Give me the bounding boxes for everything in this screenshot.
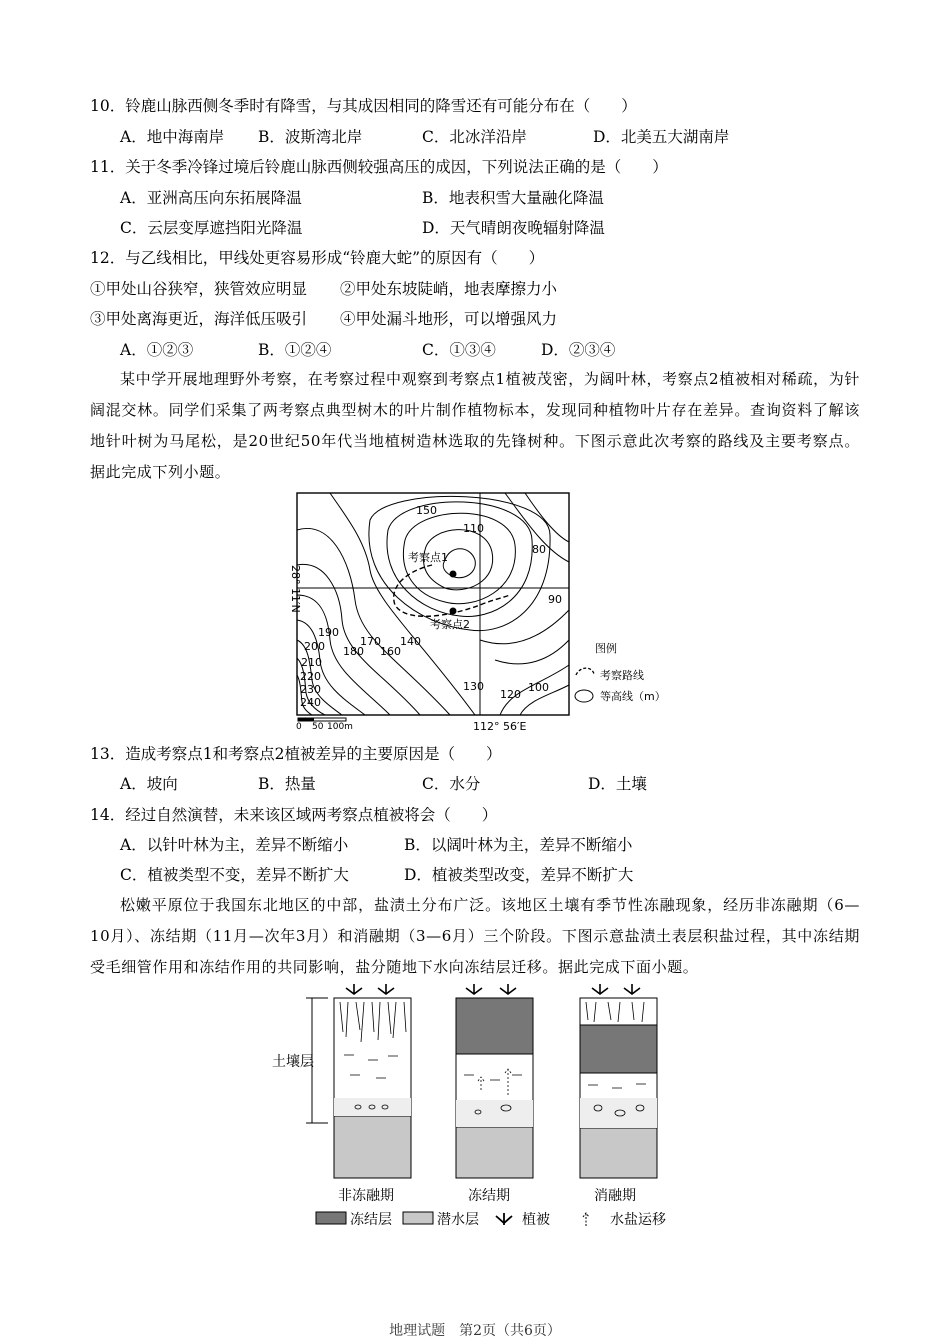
q14-option-a[interactable]: A．以针叶林为主，差异不断缩小 [120, 836, 349, 854]
q12-statement-3: ③甲处离海更近，海洋低压吸引 [90, 310, 308, 328]
q10-option-c[interactable]: C．北冰洋沿岸 [422, 128, 527, 146]
q12-option-a[interactable]: A．①②③ [120, 341, 194, 359]
q10-stem: 10．铃鹿山脉西侧冬季时有降雪，与其成因相同的降雪还有可能分布在（ ） [90, 97, 637, 115]
column-label: 消融期 [594, 1188, 636, 1204]
q12-statement-1: ①甲处山谷狭窄，狭管效应明显 [90, 280, 308, 298]
survey-point-1-marker [450, 571, 457, 578]
q11-option-a[interactable]: A．亚洲高压向东拓展降温 [120, 189, 302, 207]
legend-frozen-label: 冻结层 [350, 1212, 392, 1228]
legend-vegetation-label: 植被 [522, 1212, 550, 1228]
contour-label: 100 [528, 681, 549, 694]
phreatic-layer [580, 1128, 657, 1178]
q13-option-c[interactable]: C．水分 [422, 775, 481, 793]
q14-option-c[interactable]: C．植被类型不变，差异不断扩大 [120, 866, 349, 884]
contour-label: 130 [463, 680, 484, 693]
vegetation-icon [592, 984, 640, 994]
q10-option-b[interactable]: B．波斯湾北岸 [258, 128, 363, 146]
column-non-freeze-thaw [334, 984, 411, 1178]
q13-option-d[interactable]: D．土壤 [588, 775, 647, 793]
column-label: 冻结期 [468, 1188, 510, 1204]
contour-label: 110 [463, 522, 484, 535]
contour-label: 160 [380, 645, 401, 658]
contour-label: 150 [416, 504, 437, 517]
longitude-label: 112° 56′E [473, 720, 527, 733]
survey-point-2-label: 考察点2 [430, 618, 470, 631]
column-thawing [580, 984, 657, 1178]
q12-statement-2: ②甲处东坡陡峭，地表摩擦力小 [340, 280, 558, 298]
scale-label: 100m [327, 722, 353, 732]
vegetation-icon [346, 984, 394, 994]
contour-label: 230 [300, 683, 321, 696]
legend-migration-icon [583, 1213, 589, 1226]
contour-line [480, 610, 569, 644]
scale-label: 0 [296, 722, 302, 732]
q10-option-a[interactable]: A．地中海南岸 [120, 128, 225, 146]
contour-label: 200 [304, 640, 325, 653]
frozen-layer [456, 998, 533, 1054]
contour-label: 240 [300, 696, 321, 709]
scale-bar-segment [298, 718, 314, 721]
column-freezing [456, 984, 533, 1178]
contour-label: 210 [301, 656, 322, 669]
passage-saline-soil: 松嫩平原位于我国东北地区的中部，盐渍土分布广泛。该地区土壤有季节性冻融现象，经历非冻融期（6—10月）、冻结期（11月—次年3月）和消融期（3—6月）三个阶段。下图示意盐渍土表层积盐过程，其中冻结期受毛细管作用和冻结作用的共同影响，盐分随地下水向冻结层迁移。据此完成下面小题。 [90, 896, 860, 976]
page-footer: 地理试题 第2页（共6页） [389, 1323, 561, 1339]
q11-stem: 11．关于冬季冷锋过境后铃鹿山脉西侧较强高压的成因，下列说法正确的是（ ） [90, 158, 668, 176]
frozen-layer [580, 1025, 657, 1073]
latitude-label: 28° 11′N [289, 565, 302, 613]
legend-contour-icon [575, 690, 593, 702]
legend-contour-label: 等高线（m） [600, 690, 666, 703]
legend-route-icon [576, 668, 594, 675]
passage-field-study: 某中学开展地理野外考察，在考察过程中观察到考察点1植被茂密，为阔叶林，考察点2植被相对稀疏，为针阔混交林。同学们采集了两考察点典型树木的叶片制作植物标本，发现同种植物叶片存在差异。查询资料了解该地针叶树为马尾松，是20世纪50年代当地植树造林选取的先锋树种。下图示意此次考察的路线及主要考察点。据此完成下列小题。 [90, 370, 860, 481]
q11-option-b[interactable]: B．地表积雪大量融化降温 [422, 189, 604, 207]
contour-label: 180 [343, 645, 364, 658]
contour-label: 140 [400, 635, 421, 648]
q10-option-d[interactable]: D．北美五大湖南岸 [593, 128, 730, 146]
contour-map [270, 490, 690, 735]
q14-option-b[interactable]: B．以阔叶林为主，差异不断缩小 [404, 836, 633, 854]
column-label: 非冻融期 [338, 1188, 394, 1204]
survey-point-1-label: 考察点1 [408, 551, 448, 564]
scale-label: 50 [312, 722, 324, 732]
contour-label: 90 [548, 593, 562, 606]
legend-title: 图例 [595, 642, 617, 655]
q14-option-d[interactable]: D．植被类型改变，差异不断扩大 [404, 866, 634, 884]
legend-route-label: 考察路线 [600, 669, 644, 682]
legend-phreatic-label: 潜水层 [437, 1212, 479, 1228]
q13-option-b[interactable]: B．热量 [258, 775, 316, 793]
contour-label: 120 [500, 688, 521, 701]
contour-label: 170 [360, 635, 381, 648]
contour-label: 220 [300, 670, 321, 683]
legend-frozen-swatch [316, 1212, 346, 1224]
q12-stem: 12．与乙线相比，甲线处更容易形成“铃鹿大蛇”的原因有（ ） [90, 249, 545, 267]
contour-label: 80 [532, 543, 546, 556]
soil-profile-diagram [268, 980, 708, 1235]
q12-option-b[interactable]: B．①②④ [258, 341, 332, 359]
q12-option-d[interactable]: D．②③④ [541, 341, 616, 359]
legend-phreatic-swatch [403, 1212, 433, 1224]
q14-stem: 14．经过自然演替，未来该区域两考察点植被将会（ ） [90, 806, 498, 824]
q13-stem: 13．造成考察点1和考察点2植被差异的主要原因是（ ） [90, 745, 502, 763]
q12-option-c[interactable]: C．①③④ [422, 341, 496, 359]
soil-layer-label: 土壤层 [272, 1054, 314, 1070]
phreatic-layer [456, 1127, 533, 1178]
legend-migration-label: 水盐运移 [610, 1212, 666, 1228]
q12-statement-4: ④甲处漏斗地形，可以增强风力 [340, 310, 558, 328]
vegetation-icon [466, 984, 516, 994]
legend-vegetation-icon [496, 1213, 512, 1225]
contour-label: 190 [318, 626, 339, 639]
q13-option-a[interactable]: A．坡向 [120, 775, 178, 793]
q11-option-c[interactable]: C．云层变厚遮挡阳光降温 [120, 219, 303, 237]
survey-point-2-marker [450, 608, 457, 615]
contour-line [330, 493, 475, 715]
q11-option-d[interactable]: D．天气晴朗夜晚辐射降温 [422, 219, 605, 237]
phreatic-layer [334, 1116, 411, 1178]
